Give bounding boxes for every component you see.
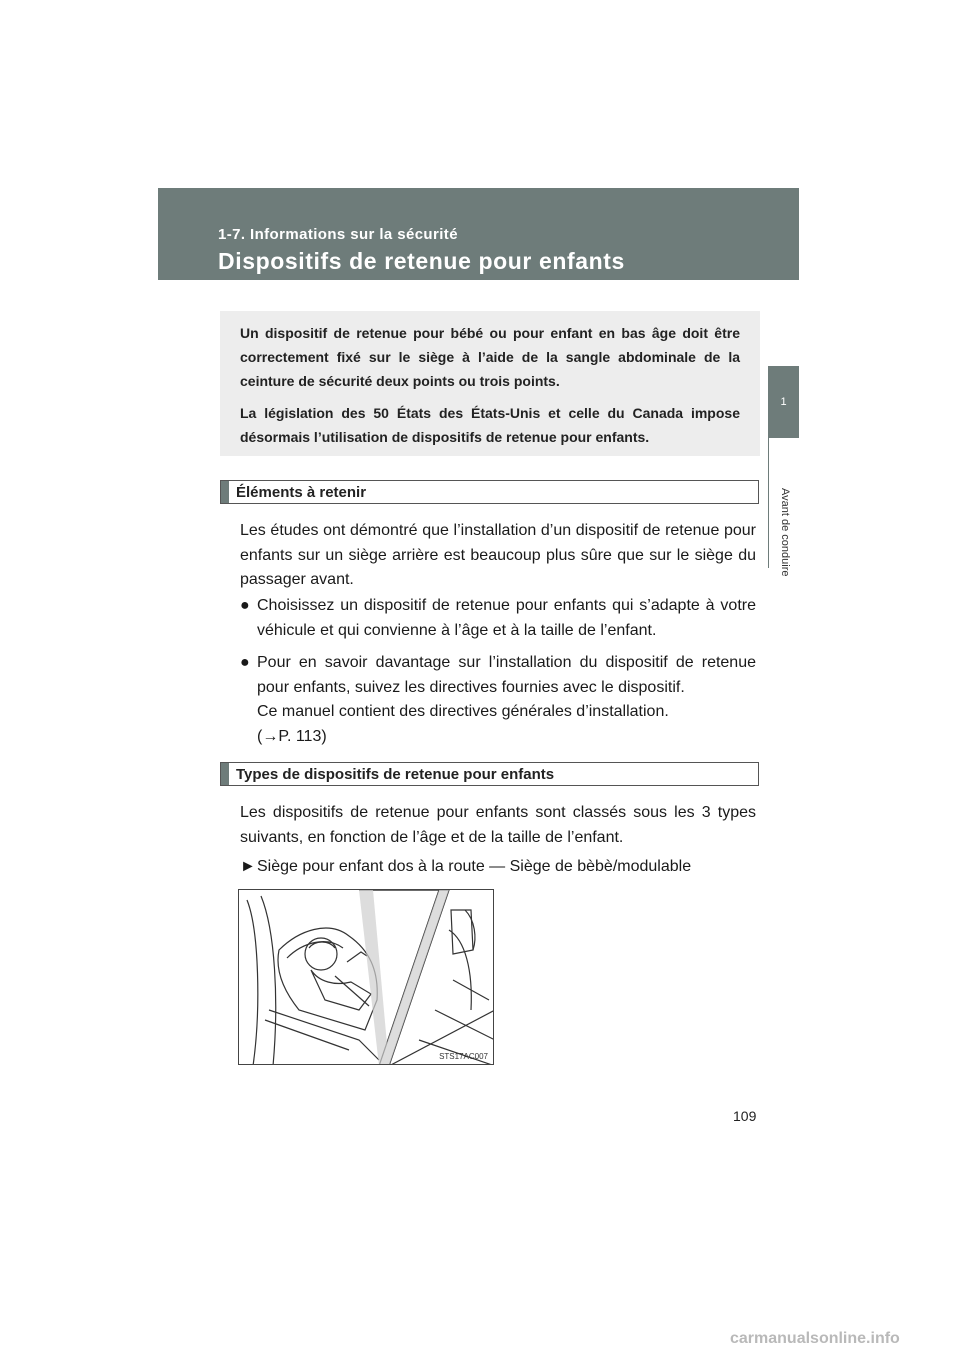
type-text: Siège pour enfant dos à la route — Siège de bèbè/modulable <box>257 858 692 875</box>
section-heading-types <box>220 762 759 786</box>
section1-body: Les études ont démontré que l’installation d’un dispositif de retenue pour enfants sur un siège arrière est beaucoup plus sûre que sur le siège du passager avant. <box>240 522 756 588</box>
heading-bar <box>221 481 229 503</box>
section-label: 1-7. Informations sur la sécurité <box>218 226 458 243</box>
heading-text: Types de dispositifs de retenue pour enfants <box>236 765 555 783</box>
chapter-title: Avant de conduire <box>779 488 791 577</box>
child-seat-illustration <box>238 889 494 1065</box>
heading-text: Éléments à retenir <box>236 483 367 501</box>
bullet-item <box>240 651 756 749</box>
heading-bar <box>221 763 229 785</box>
watermark: carmanualsonline.info <box>730 1330 900 1347</box>
page-number: 109 <box>733 1108 757 1124</box>
intro-box <box>220 311 760 456</box>
type-item <box>240 855 756 880</box>
page-reference-link[interactable]: (→P. 113) <box>257 727 327 745</box>
bullet-text: Choisissez un dispositif de retenue pour enfants qui s’adapte à votre véhicule et qui convienne à l’âge et à la taille de l’enfant. <box>257 597 756 639</box>
bullet-text: Ce manuel contient des directives générales d’installation. <box>257 703 669 720</box>
intro-paragraph-2: La législation des 50 États des États-Unis et celle du Canada impose désormais l’utilisation de dispositifs de retenue pour enfants. <box>240 405 740 445</box>
intro-paragraph-1: Un dispositif de retenue pour bébé ou pour enfant en bas âge doit être correctement fixé sur le siège à l’aide de la sangle abdominale de la ceinture de sécurité deux points ou trois points. <box>240 325 740 389</box>
figure-code: STS17AC007 <box>439 1052 488 1061</box>
section2-body: Les dispositifs de retenue pour enfants sont classés sous les 3 types suivants, en fonction de l’âge et de la taille de l’enfant. <box>240 804 756 846</box>
bullet-icon: ● <box>240 597 250 614</box>
chapter-tab[interactable] <box>768 366 799 438</box>
triangle-right-icon: ► <box>240 858 256 875</box>
bullet-icon: ● <box>240 654 250 671</box>
section-heading-elements <box>220 480 759 504</box>
chapter-number: 1 <box>780 396 787 408</box>
page-title: Dispositifs de retenue pour enfants <box>218 248 625 274</box>
rear-facing-seat-drawing <box>239 890 494 1065</box>
bullet-text: Pour en savoir davantage sur l’installation du dispositif de retenue pour enfants, suivez les directives fournies avec le dispositif. <box>257 654 756 696</box>
bullet-item <box>240 594 756 643</box>
